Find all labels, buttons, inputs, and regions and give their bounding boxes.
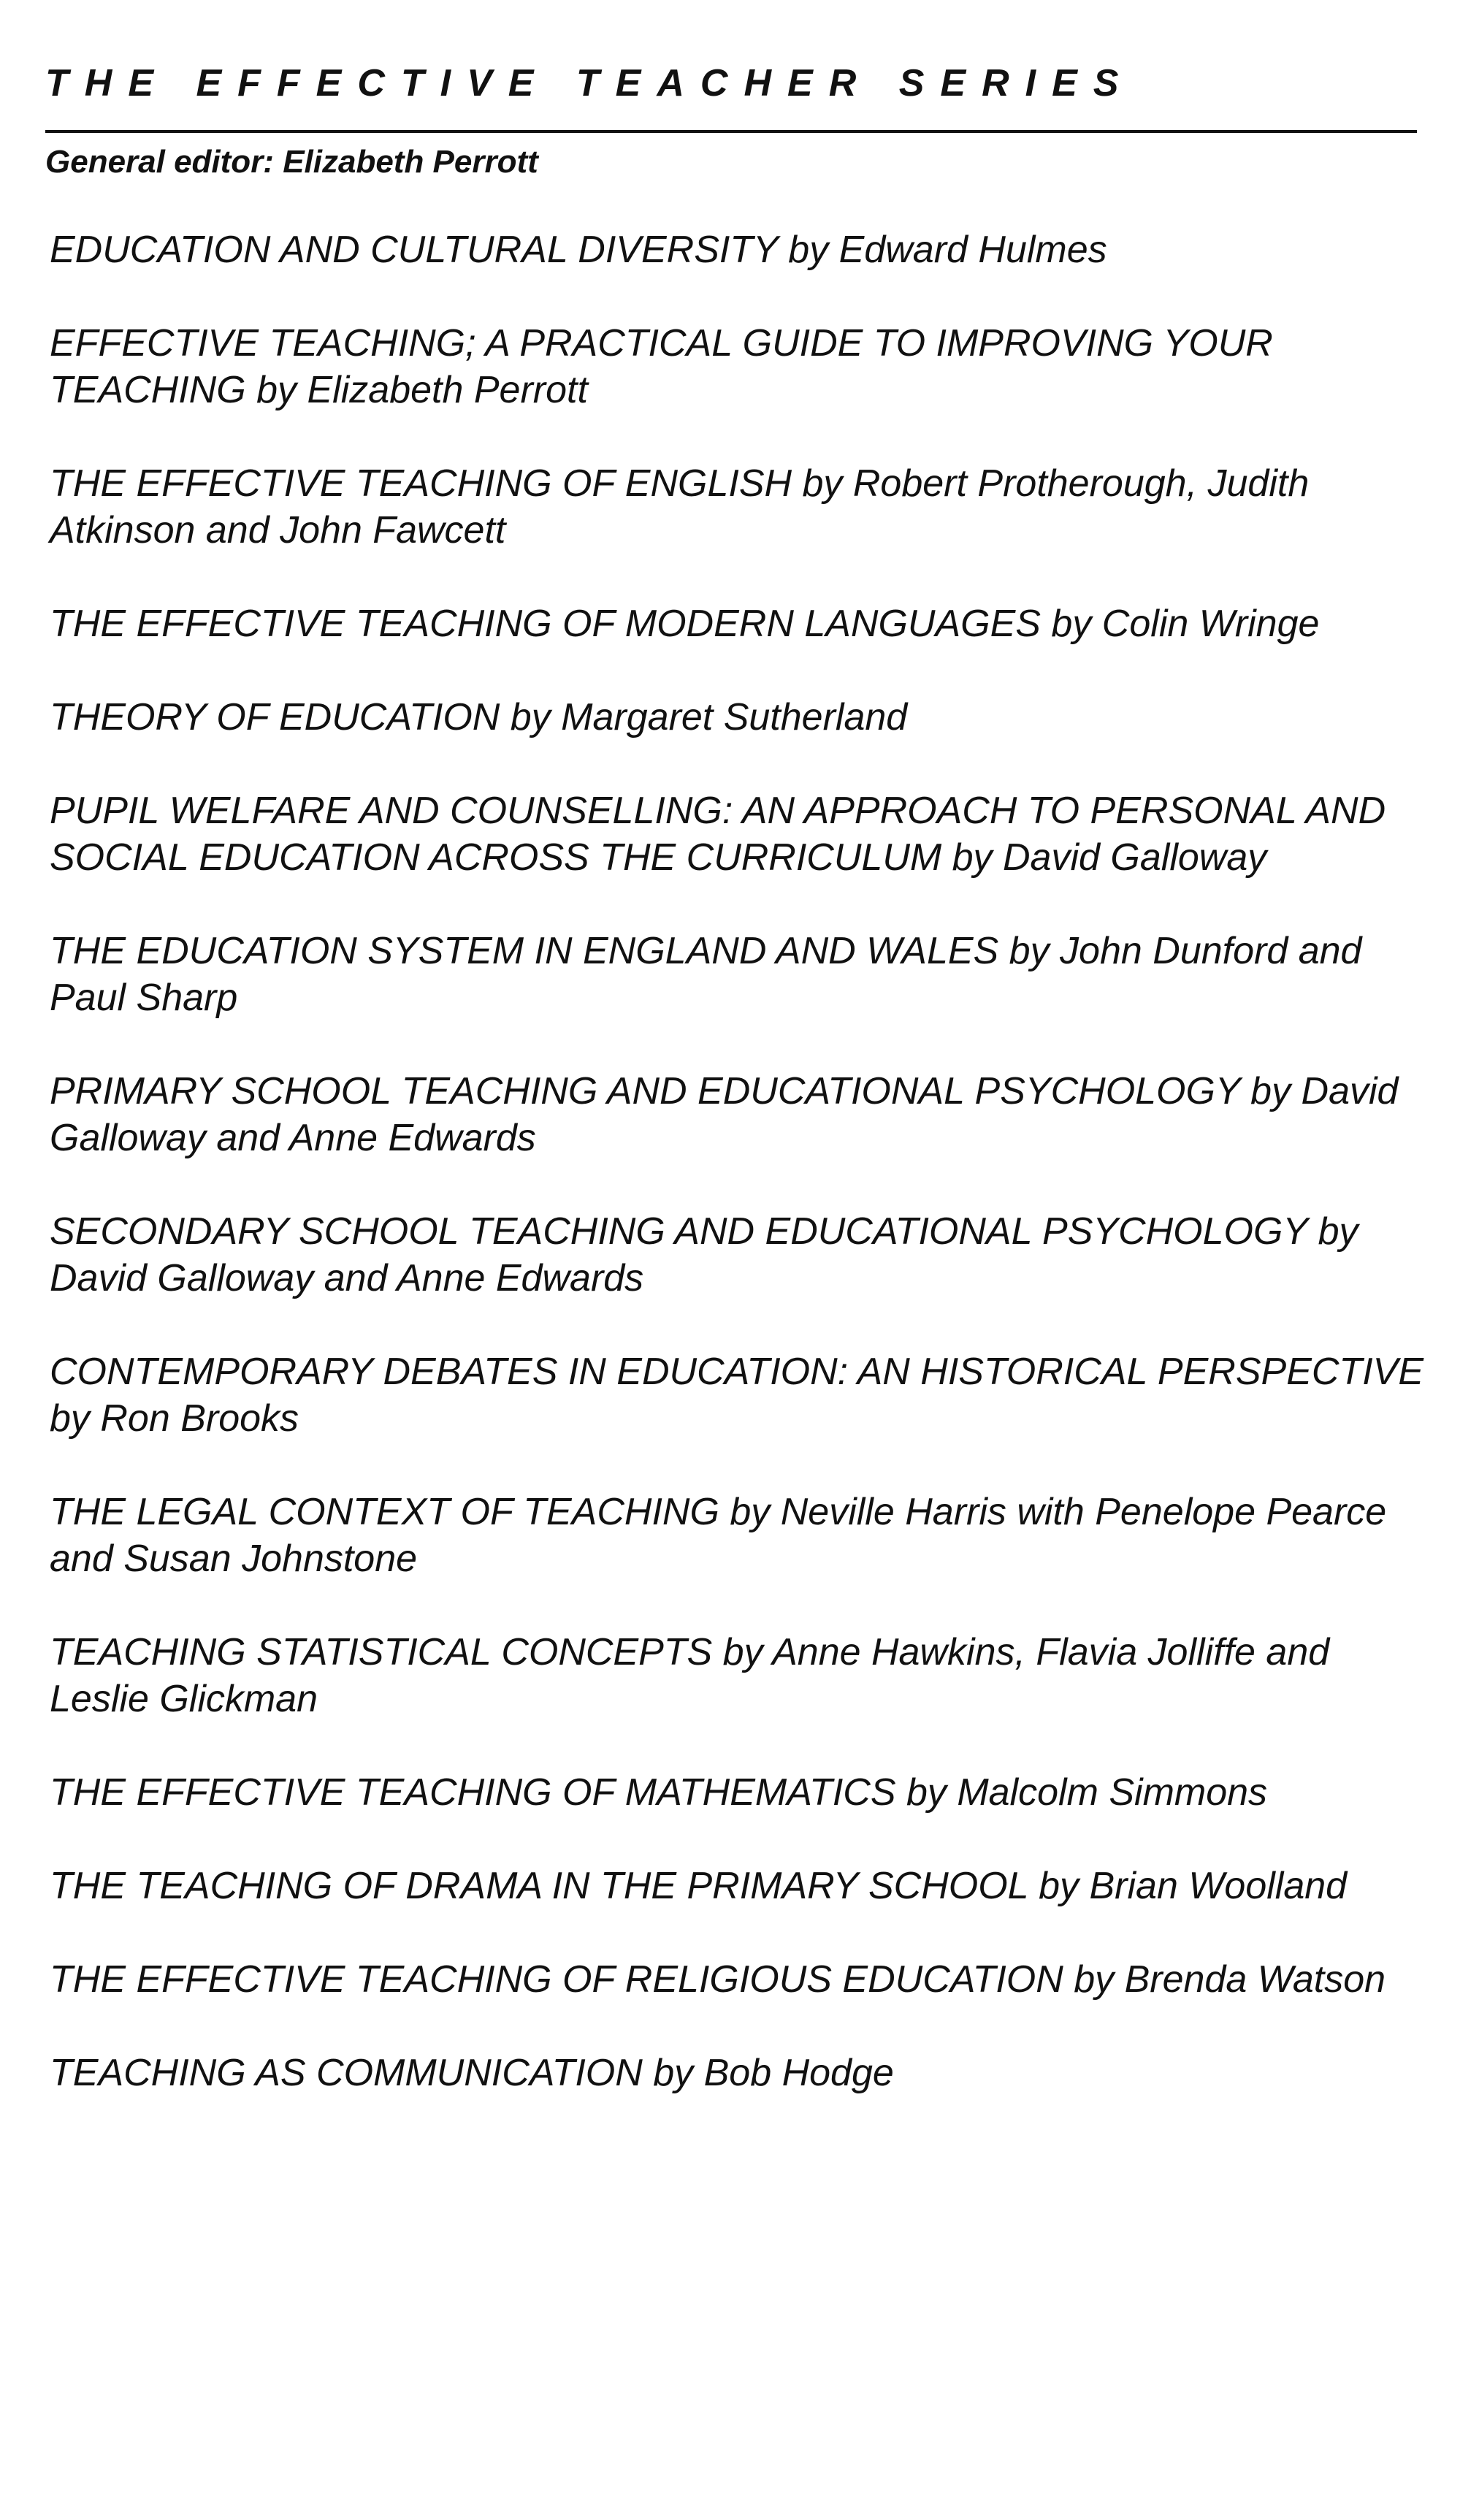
- book-entry: TEACHING AS COMMUNICATION by Bob Hodge: [50, 2052, 894, 2094]
- book-entry: THEORY OF EDUCATION by Margaret Sutherland: [50, 696, 908, 738]
- book-entry: EFFECTIVE TEACHING; A PRACTICAL GUIDE TO IMPROVING YOUR TEACHING by Elizabeth Perrott: [50, 322, 1273, 411]
- book-entry: THE EFFECTIVE TEACHING OF MATHEMATICS by Malcolm Simmons: [50, 1771, 1268, 1814]
- book-entry: SECONDARY SCHOOL TEACHING AND EDUCATIONAL PSYCHOLOGY by David Galloway and Anne Edwards: [50, 1210, 1358, 1299]
- series-title: THE EFFECTIVE TEACHER SERIES: [45, 62, 1135, 104]
- book-entry: TEACHING STATISTICAL CONCEPTS by Anne Hawkins, Flavia Jolliffe and Leslie Glickman: [50, 1631, 1330, 1720]
- general-editor: General editor: Elizabeth Perrott: [45, 144, 538, 180]
- book-list: [50, 226, 1430, 2143]
- heading-rule: [45, 130, 1417, 133]
- book-entry: CONTEMPORARY DEBATES IN EDUCATION: AN HISTORICAL PERSPECTIVE by Ron Brooks: [50, 1351, 1424, 1440]
- book-entry: THE EFFECTIVE TEACHING OF MODERN LANGUAGES by Colin Wringe: [50, 603, 1320, 645]
- book-entry: PUPIL WELFARE AND COUNSELLING: AN APPROACH TO PERSONAL AND SOCIAL EDUCATION ACROSS THE CURRICULUM by David Galloway: [50, 790, 1386, 879]
- book-entry: THE EFFECTIVE TEACHING OF ENGLISH by Robert Protherough, Judith Atkinson and John Fawcett: [50, 462, 1310, 551]
- book-entry: THE EDUCATION SYSTEM IN ENGLAND AND WALES by John Dunford and Paul Sharp: [50, 930, 1362, 1019]
- book-entry: EDUCATION AND CULTURAL DIVERSITY by Edward Hulmes: [50, 229, 1107, 271]
- book-entry: PRIMARY SCHOOL TEACHING AND EDUCATIONAL PSYCHOLOGY by David Galloway and Anne Edwards: [50, 1070, 1399, 1159]
- book-entry: THE LEGAL CONTEXT OF TEACHING by Neville Harris with Penelope Pearce and Susan Johnstone: [50, 1491, 1387, 1580]
- book-entry: THE TEACHING OF DRAMA IN THE PRIMARY SCHOOL by Brian Woolland: [50, 1865, 1348, 1907]
- book-entry: THE EFFECTIVE TEACHING OF RELIGIOUS EDUCATION by Brenda Watson: [50, 1958, 1386, 2001]
